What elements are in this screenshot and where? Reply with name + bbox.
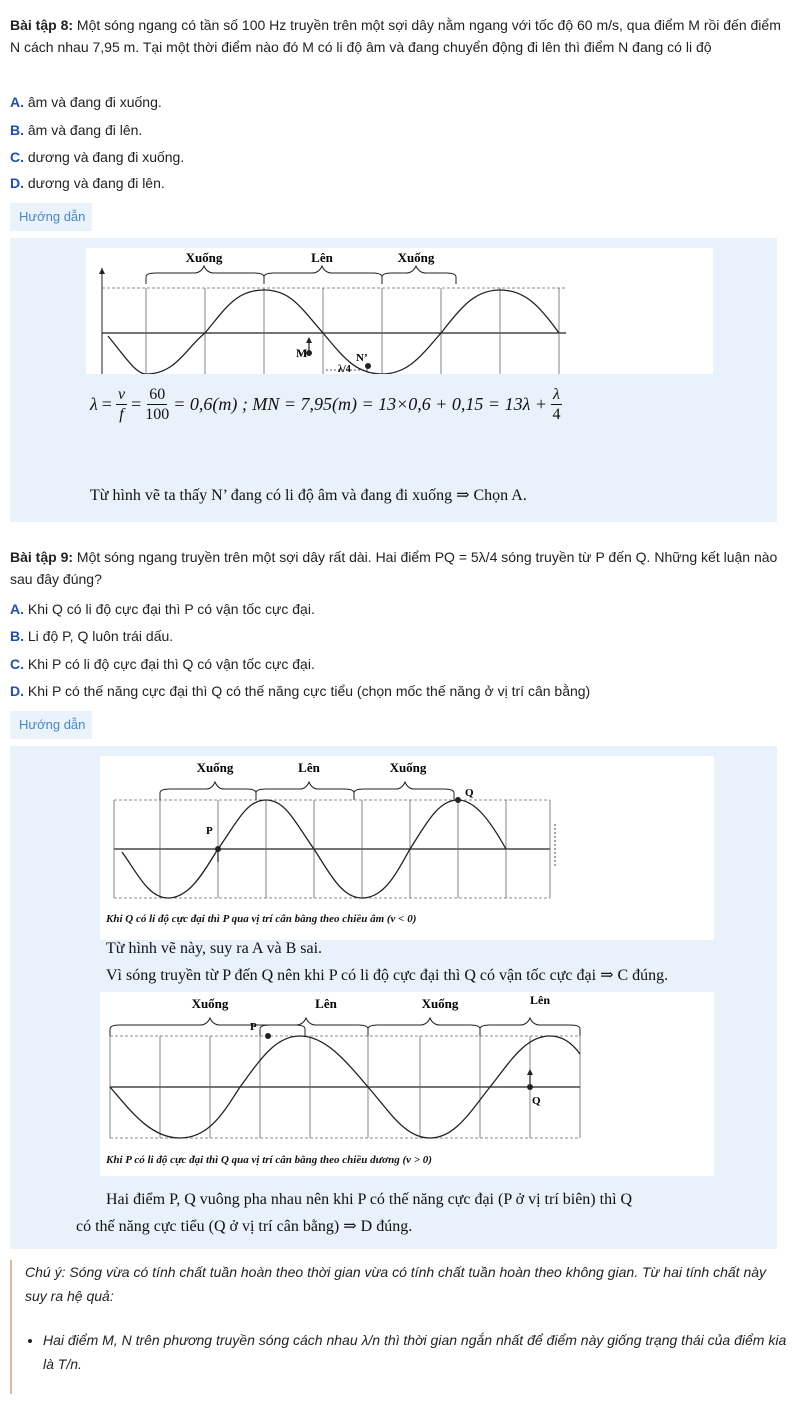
q9-figure-1-caption: Khi Q có li độ cực đại thì P qua vị trí cân bằng theo chiều âm (v < 0) (106, 913, 417, 925)
label-xuong-1: Xuống (185, 250, 223, 265)
frac-num: v (117, 386, 126, 403)
q9-question (10, 546, 785, 590)
option-key: B. (10, 122, 24, 138)
brace-up (260, 1018, 368, 1036)
frac-lambda-4 (551, 385, 562, 424)
q9-wave-svg-1 (100, 756, 714, 908)
q9-wave-figure-2 (100, 992, 714, 1176)
q8-question (10, 14, 785, 58)
frac-60-100 (145, 385, 169, 424)
point-p-dot (215, 846, 221, 852)
label-p: P (250, 1021, 257, 1033)
label-n: N’ (356, 352, 368, 364)
q8-option-a (10, 92, 162, 112)
q8-option-c (10, 147, 184, 167)
q9-figure-2-caption: Khi P có li độ cực đại thì Q qua vị trí cân bằng theo chiều dương (v > 0) (106, 1154, 432, 1166)
q8-label: Bài tập 8: (10, 17, 74, 33)
label-quarter: λ/4 (338, 364, 351, 374)
option-text: dương và đang đi lên. (27, 175, 165, 191)
option-key: C. (10, 149, 24, 165)
label-len: Lên (315, 996, 337, 1011)
q9-line-2: Vì sóng truyền từ P đến Q nên khi P có li độ cực đại thì Q có vận tốc cực đại ⇒ C đúng. (106, 967, 669, 984)
q8-guide-button[interactable]: Hướng dẫn (10, 203, 92, 231)
label-xuong-2: Xuống (421, 996, 459, 1011)
option-key: A. (10, 94, 24, 110)
label-q: Q (532, 1095, 541, 1107)
q9-line-1: Từ hình vẽ này, suy ra A và B sai. (106, 940, 323, 957)
q8-solution-panel (10, 238, 777, 522)
label-xuong-1: Xuống (196, 760, 234, 775)
q9-option-c (10, 654, 315, 674)
frac-v-f (116, 385, 127, 424)
q9-guide-button[interactable]: Hướng dẫn (10, 711, 92, 739)
brace-down-1 (110, 1018, 305, 1036)
y-axis-arrow (99, 268, 105, 274)
option-text: Khi P có thế năng cực đại thì Q có thế năng cực tiểu (chọn mốc thế năng ở vị trí cân bằng) (27, 683, 591, 699)
q9-solution-panel (10, 746, 777, 1249)
label-len-2: Lên (529, 993, 551, 1007)
label-m: M (296, 346, 308, 360)
q9-label: Bài tập 9: (10, 549, 74, 565)
brace-down-2 (368, 1018, 480, 1036)
brace-down-2 (354, 782, 454, 800)
label-p: P (206, 825, 213, 837)
q9-option-b (10, 626, 173, 646)
brace-down-1 (160, 782, 256, 800)
option-key: D. (10, 683, 24, 699)
option-text: âm và đang đi lên. (27, 122, 143, 138)
wave-curve (108, 290, 559, 374)
grid-lines (146, 288, 559, 374)
note-box (10, 1260, 790, 1394)
label-xuong-2: Xuống (397, 250, 435, 265)
q8-formula: λ = $\frac{v}{f}$ = $\frac{60}{100}$ = 0,6(m) ; MN = 7,95(m) = 13×0,6 + 0,15 = 13λ + $\frac{\lambda}{4}$ (90, 386, 561, 423)
frac-den: 100 (145, 406, 170, 423)
label-xuong-2: Xuống (389, 760, 427, 775)
note-text: Chú ý: Sóng vừa có tính chất tuần hoàn theo thời gian vừa có tính chất tuần hoàn theo không gian. Từ hai tính chất này suy ra hệ quả: (25, 1264, 767, 1304)
brace-up (264, 266, 382, 284)
q8-text: Một sóng ngang có tần số 100 Hz truyền trên một sợi dây nằm ngang với tốc độ 60 m/s, qua điểm M rồi đến điểm N cách nhau 7,95 m. Tại một thời điểm nào đó M có li độ âm và đang chuyển động đi lên thì điểm N đang có li độ (10, 17, 781, 55)
q8-conclusion: Từ hình vẽ ta thấy N’ đang có li độ âm và đang đi xuống ⇒ Chọn A. (90, 487, 527, 504)
q9-line-3: Hai điểm P, Q vuông pha nhau nên khi P có thế năng cực đại (P ở vị trí biên) thì Q (106, 1191, 633, 1208)
q9-line-4: có thế năng cực tiểu (Q ở vị trí cân bằng) ⇒ D đúng. (76, 1218, 413, 1235)
frac-den: 4 (552, 406, 561, 423)
q8-wave-svg (86, 248, 713, 374)
option-text: Khi P có li độ cực đại thì Q có vận tốc cực đại. (27, 656, 315, 672)
label-q: Q (465, 787, 474, 799)
q9-wave-figure-1 (100, 756, 714, 940)
brace-down-2 (382, 266, 456, 284)
brace-down-1 (146, 266, 264, 284)
q8-wave-figure (86, 248, 713, 374)
frac-num: λ (553, 386, 560, 403)
label-len: Lên (311, 250, 333, 265)
q9-wave-svg-2 (100, 992, 714, 1150)
brace-up (256, 782, 354, 800)
option-key: D. (10, 175, 24, 191)
point-p-dot (265, 1033, 271, 1039)
option-key: C. (10, 656, 24, 672)
option-key: B. (10, 628, 24, 644)
frac-num: 60 (149, 386, 166, 403)
note-list (25, 1328, 790, 1376)
note-bullet: • Hai điểm M, N trên phương truyền sóng cách nhau λ/n thì thời gian ngắn nhất để điểm này giống trạng thái của điểm kia là T/n. (43, 1328, 790, 1376)
option-text: Li độ P, Q luôn trái dấu. (27, 628, 174, 644)
f-lambda: λ (90, 394, 98, 414)
option-text: dương và đang đi xuống. (27, 149, 185, 165)
label-xuong-1: Xuống (191, 996, 229, 1011)
option-text: Khi Q có li độ cực đại thì P có vận tốc cực đại. (27, 601, 315, 617)
q9-text: Một sóng ngang truyền trên một sợi dây rất dài. Hai điểm PQ = 5λ/4 sóng truyền từ P đến Q. Những kết luận nào sau đây đúng? (10, 549, 778, 587)
q9-option-d (10, 681, 590, 701)
point-q-dot (527, 1084, 533, 1090)
q8-option-d (10, 173, 165, 193)
point-q-dot (455, 797, 461, 803)
f-result: = 0,6(m) ; MN = 7,95(m) = 13×0,6 + 0,15 = 13λ + (173, 394, 548, 414)
brace-up-2 (480, 1018, 580, 1036)
option-key: A. (10, 601, 24, 617)
q9-option-a (10, 599, 315, 619)
q8-option-b (10, 120, 142, 140)
option-text: âm và đang đi xuống. (27, 94, 162, 110)
frac-den: f (119, 406, 124, 423)
label-len: Lên (298, 760, 320, 775)
